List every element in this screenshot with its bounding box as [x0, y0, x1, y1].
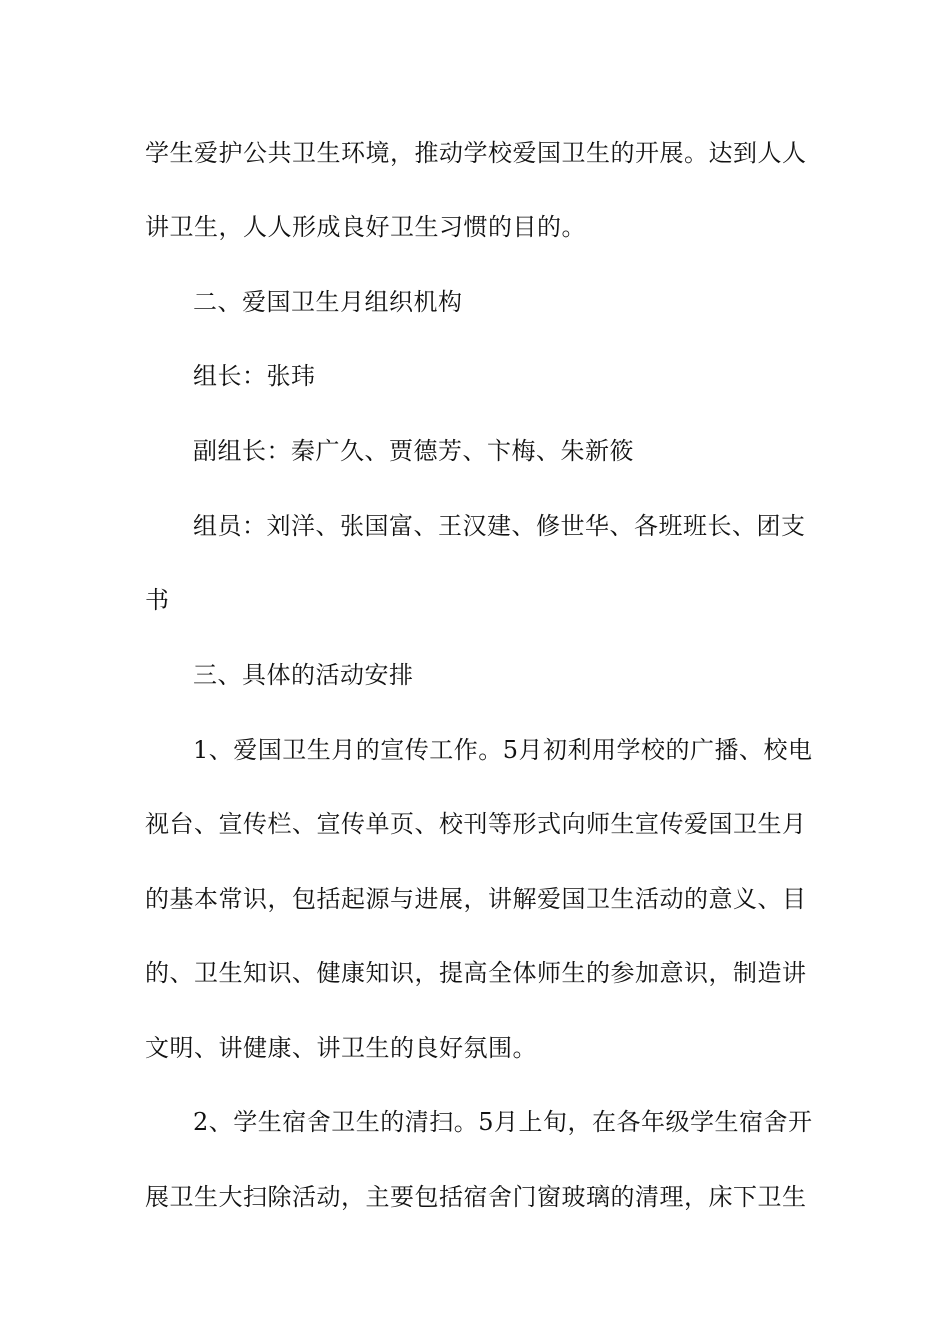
members-line-1: 组员：刘洋、张国富、王汉建、修世华、各班班长、团支 — [193, 512, 806, 540]
deputy-leader-line: 副组长：秦广久、贾德芳、卞梅、朱新筱 — [193, 437, 634, 465]
item-1-line-1: 1、爱国卫生月的宣传工作。5月初利用学校的广播、校电 — [193, 736, 813, 764]
members-line-2: 书 — [145, 586, 170, 614]
item-2-line-2: 展卫生大扫除活动，主要包括宿舍门窗玻璃的清理，床下卫生 — [145, 1183, 807, 1211]
item-1-line-4: 的、卫生知识、健康知识，提高全体师生的参加意识，制造讲 — [145, 959, 807, 987]
section-heading-organization: 二、爱国卫生月组织机构 — [193, 288, 463, 316]
item-1-line-5: 文明、讲健康、讲卫生的良好氛围。 — [145, 1034, 537, 1062]
paragraph-intro-line-1: 学生爱护公共卫生环境，推动学校爱国卫生的开展。达到人人 — [145, 139, 807, 167]
group-leader-line: 组长：张玮 — [193, 362, 316, 390]
item-2-line-1: 2、学生宿舍卫生的清扫。5月上旬，在各年级学生宿舍开 — [193, 1108, 813, 1136]
item-1-line-3: 的基本常识，包括起源与进展，讲解爱国卫生活动的意义、目 — [145, 885, 807, 913]
paragraph-intro-line-2: 讲卫生，人人形成良好卫生习惯的目的。 — [145, 213, 586, 241]
section-heading-activities: 三、具体的活动安排 — [193, 661, 414, 689]
item-1-line-2: 视台、宣传栏、宣传单页、校刊等形式向师生宣传爱国卫生月 — [145, 810, 807, 838]
